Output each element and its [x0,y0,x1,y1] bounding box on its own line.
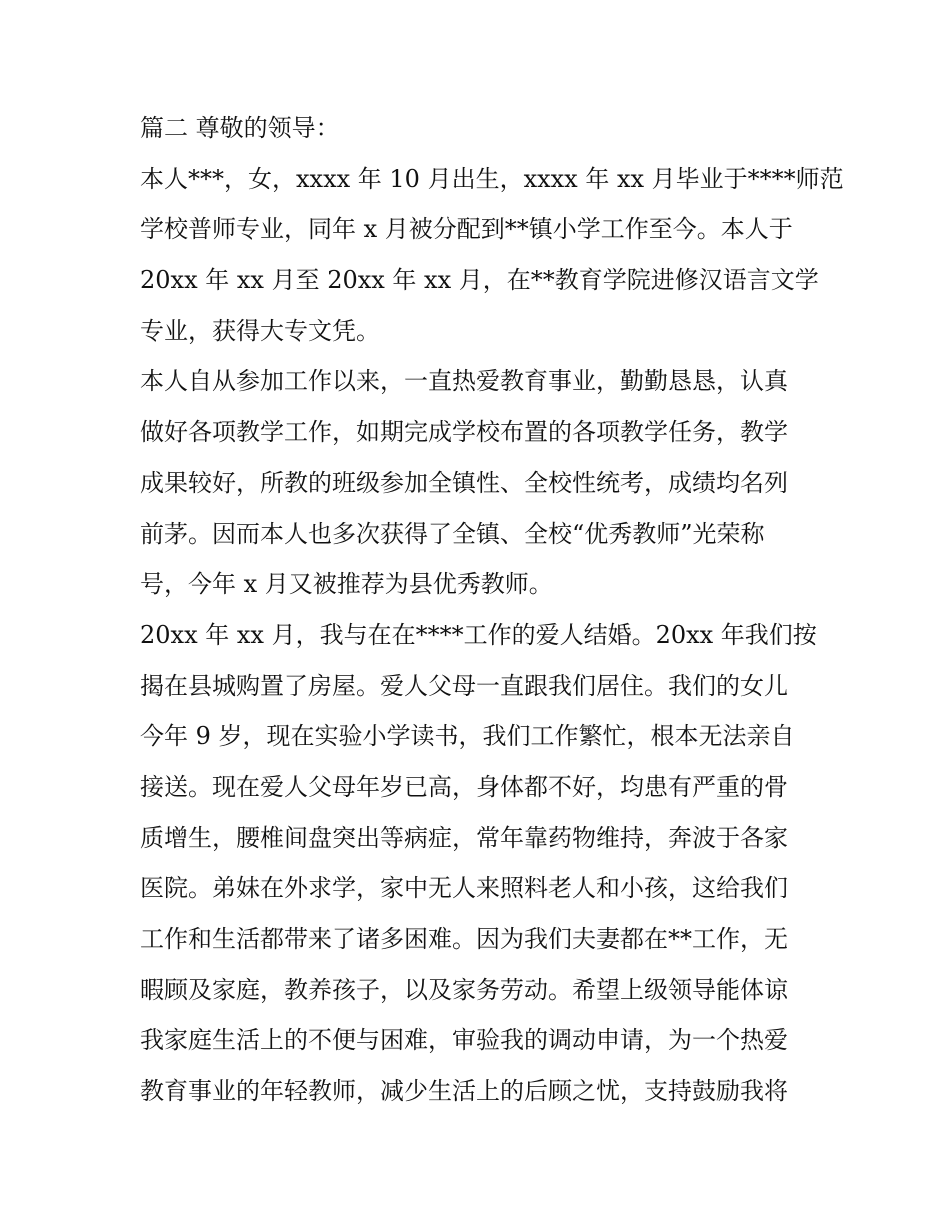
text-line: 20xx 年 xx 月，我与在在****工作的爱人结婚。20xx 年我们按 [140,620,817,649]
document-title: 篇二 尊敬的领导： [140,114,340,142]
text-line: 成果较好，所教的班级参加全镇性、全校性统考，成绩均名列 [140,468,788,497]
text-line: 暇顾及家庭，教养孩子，以及家务劳动。希望上级领导能体谅 [140,975,788,1004]
text-line: 本人***，女，xxxx 年 10 月出生，xxxx 年 xx 月毕业于****师范 [140,164,844,193]
text-line: 我家庭生活上的不便与困难，审验我的调动申请，为一个热爱 [140,1026,788,1055]
text-line: 学校普师专业，同年 x 月被分配到**镇小学工作至今。本人于 [140,215,793,244]
text-line: 接送。现在爱人父母年岁已高，身体都不好，均患有严重的骨 [140,772,788,801]
text-line: 今年 9 岁，现在实验小学读书，我们工作繁忙，根本无法亲自 [140,722,795,751]
text-line: 20xx 年 xx 月至 20xx 年 xx 月，在**教育学院进修汉语言文学 [140,266,819,295]
text-line: 本人自从参加工作以来，一直热爱教育事业，勤勤恳恳，认真 [140,367,788,396]
text-line: 医院。弟妹在外求学，家中无人来照料老人和小孩，这给我们 [140,874,788,903]
text-line: 做好各项教学工作，如期完成学校布置的各项教学任务，教学 [140,418,788,447]
text-line: 质增生，腰椎间盘突出等病症，常年靠药物维持，奔波于各家 [140,823,788,852]
text-line: 工作和生活都带来了诸多困难。因为我们夫妻都在**工作，无 [140,925,788,953]
text-line: 教育事业的年轻教师，减少生活上的后顾之忧，支持鼓励我将 [140,1077,788,1106]
text-line: 前茅。因而本人也多次获得了全镇、全校“优秀教师”光荣称 [140,519,765,548]
document-body [140,103,844,1117]
text-line: 号，今年 x 月又被推荐为县优秀教师。 [140,570,553,599]
text-line: 揭在县城购置了房屋。爱人父母一直跟我们居住。我们的女儿 [140,671,788,700]
text-line: 专业，获得大专文凭。 [140,316,380,345]
